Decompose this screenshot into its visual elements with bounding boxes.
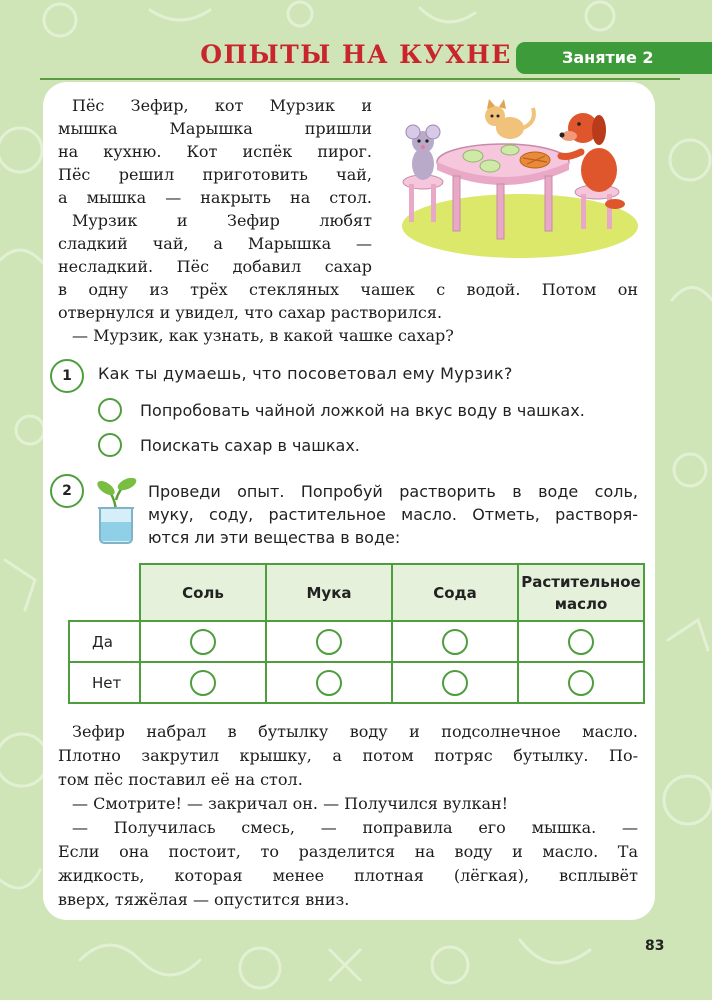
story-ending [58, 720, 638, 912]
column-header: Растительное масло [518, 564, 644, 621]
story-line: жидкость, которая менее плотная (лёгкая), всплывёт [58, 866, 638, 885]
answer-circle[interactable] [190, 670, 216, 696]
story-line: Пёс Зефир, кот Мурзик и [72, 96, 372, 115]
option-radio-1[interactable] [98, 398, 122, 422]
table-row [69, 662, 644, 703]
table-cell [518, 662, 644, 703]
table-cell [518, 621, 644, 662]
table-cell [140, 662, 266, 703]
task-number-1: 1 [50, 359, 84, 393]
story-line: отвернулся и увидел, что сахар растворился. [58, 303, 443, 322]
story-line: Мурзик и Зефир любят [72, 211, 372, 230]
column-header: Мука [266, 564, 392, 621]
answer-circle[interactable] [442, 670, 468, 696]
story-continuation [58, 278, 638, 347]
page-title: ОПЫТЫ НА КУХНЕ [200, 40, 512, 69]
solubility-table [68, 563, 645, 704]
table-header-row [69, 564, 644, 621]
answer-circle[interactable] [568, 629, 594, 655]
table-row [69, 621, 644, 662]
answer-circle[interactable] [316, 629, 342, 655]
answer-circle[interactable] [190, 629, 216, 655]
option-label-2: Поискать сахар в чашках. [140, 436, 360, 455]
table-cell [266, 621, 392, 662]
story-line: Пёс решил приготовить чай, [58, 165, 372, 184]
story-line: — Смотрите! — закричал он. — Получился вулкан! [72, 794, 509, 813]
table-cell [140, 621, 266, 662]
story-line: в одну из трёх стекляных чашек с водой. Потом он [58, 280, 638, 299]
row-label: Нет [69, 662, 140, 703]
column-header: Сода [392, 564, 518, 621]
row-label: Да [69, 621, 140, 662]
option-label-1: Попробовать чайной ложкой на вкус воду в чашках. [140, 401, 585, 420]
column-header: Соль [140, 564, 266, 621]
title-underline [40, 78, 680, 80]
story-line: мышка Марышка пришли [58, 119, 372, 138]
story-line: а мышка — накрыть на стол. [58, 188, 372, 207]
task2-instructions [148, 480, 638, 549]
plant-in-beaker-icon [94, 478, 138, 544]
story-intro [58, 94, 372, 278]
story-line: Если она постоит, то разделится на воду и масло. Та [58, 842, 638, 861]
story-line: на кухню. Кот испёк пирог. [58, 142, 372, 161]
story-line: Зефир набрал в бутылку воду и подсолнечное масло. [72, 722, 638, 741]
option-radio-2[interactable] [98, 433, 122, 457]
answer-circle[interactable] [316, 670, 342, 696]
story-line: — Получилась смесь, — поправила его мышка. — [72, 818, 638, 837]
story-line: вверх, тяжёлая — опустится вниз. [58, 890, 350, 909]
story-line: том пёс поставил её на стол. [58, 770, 303, 789]
task1-question: Как ты думаешь, что посоветовал ему Мурзик? [98, 364, 513, 383]
task-number-2: 2 [50, 474, 84, 508]
table-cell [392, 662, 518, 703]
animals-at-table-illustration [385, 94, 645, 259]
page-number: 83 [645, 938, 665, 954]
table-cell [392, 621, 518, 662]
story-line: — Мурзик, как узнать, в какой чашке сахар? [72, 326, 454, 345]
table-corner [69, 564, 140, 621]
lesson-badge: Занятие 2 [516, 42, 712, 74]
instruction-line: муку, соду, растительное масло. Отметь, растворя- [148, 505, 638, 524]
answer-circle[interactable] [442, 629, 468, 655]
story-line: сладкий чай, а Марышка — [58, 234, 372, 253]
story-line: Плотно закрутил крышку, а потом потряс бутылку. По- [58, 746, 638, 765]
story-line: несладкий. Пёс добавил сахар [58, 257, 372, 276]
instruction-line: Проведи опыт. Попробуй растворить в воде соль, [148, 482, 638, 501]
table-cell [266, 662, 392, 703]
instruction-line: ются ли эти вещества в воде: [148, 528, 401, 547]
answer-circle[interactable] [568, 670, 594, 696]
